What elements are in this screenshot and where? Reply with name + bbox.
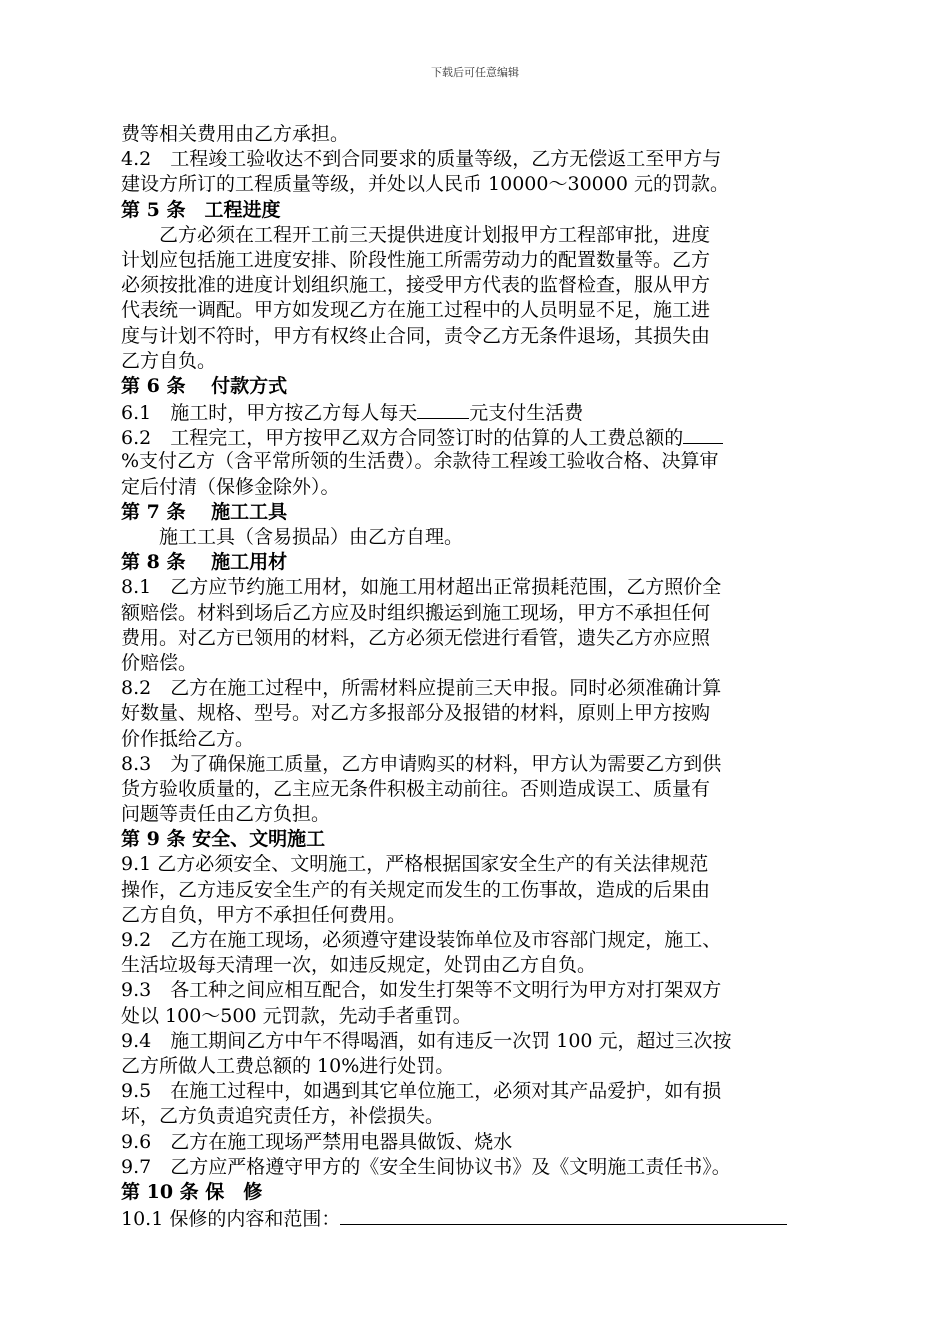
section-heading-7: 第 7 条 施工工具 bbox=[121, 500, 288, 523]
paragraph-line: 处以 100～500 元罚款，先动手者重罚。 bbox=[121, 1004, 472, 1027]
clause-4-2: 4.2 工程竣工验收达不到合同要求的质量等级，乙方无偿返工至甲方与 bbox=[121, 148, 722, 171]
section-heading-9: 第 9 条 安全、文明施工 bbox=[121, 828, 326, 851]
clause-9-4: 9.4 施工期间乙方中午不得喝酒，如有违反一次罚 100 元，超过三次按 bbox=[121, 1029, 732, 1052]
page-header: 下载后可任意编辑 bbox=[431, 66, 519, 79]
clause-9-6: 9.6 乙方在施工现场严禁用电器具做饭、烧水 bbox=[121, 1130, 513, 1153]
clause-6-1-text-end: 元支付生活费 bbox=[469, 402, 584, 425]
section-heading-10: 第 10 条 保 修 bbox=[121, 1180, 263, 1203]
fill-blank-warranty-scope[interactable] bbox=[340, 1205, 787, 1225]
clause-6-1 bbox=[121, 399, 833, 424]
paragraph-line: 费等相关费用由乙方承担。 bbox=[121, 123, 350, 145]
paragraph-line: 乙方自负，甲方不承担任何费用。 bbox=[121, 903, 407, 926]
paragraph-line: 价作抵给乙方。 bbox=[121, 727, 255, 750]
paragraph-line: 费用。对乙方已领用的材料，乙方必须无偿进行看管，遗失乙方亦应照 bbox=[121, 626, 711, 649]
section-heading-8: 第 8 条 施工用材 bbox=[121, 551, 288, 574]
clause-9-2: 9.2 乙方在施工现场，必须遵守建设装饰单位及市容部门规定，施工、 bbox=[121, 929, 722, 951]
clause-8-3: 8.3 为了确保施工质量，乙方申请购买的材料，甲方认为需要乙方到供 bbox=[121, 752, 722, 775]
paragraph-line: 必须按批准的进度计划组织施工，接受甲方代表的监督检查，服从甲方 bbox=[121, 274, 711, 297]
paragraph-line: 货方验收质量的，乙主应无条件积极主动前往。否则造成误工、质量有 bbox=[121, 777, 711, 800]
paragraph-line: 坏，乙方负责追究责任方，补偿损失。 bbox=[121, 1105, 445, 1128]
paragraph-line: 建设方所订的工程质量等级，并处以人民币 10000～30000 元的罚款。 bbox=[121, 173, 729, 196]
paragraph-line: 代表统一调配。甲方如发现乙方在施工过程中的人员明显不足，施工进 bbox=[121, 299, 711, 322]
paragraph-line: 度与计划不符时，甲方有权终止合同，责令乙方无条件退场，其损失由 bbox=[121, 324, 711, 347]
clause-10-1 bbox=[121, 1205, 833, 1230]
clause-9-5: 9.5 在施工过程中，如遇到其它单位施工，必须对其产品爱护，如有损 bbox=[121, 1080, 722, 1103]
paragraph-line: %支付乙方（含平常所领的生活费）。余款待工程竣工验收合格、决算审 bbox=[121, 450, 719, 473]
paragraph-line: 施工工具（含易损品）由乙方自理。 bbox=[121, 526, 464, 548]
clause-9-7: 9.7 乙方应严格遵守甲方的《安全生间协议书》及《文明施工责任书》。 bbox=[121, 1155, 731, 1178]
section-heading-6: 第 6 条 付款方式 bbox=[121, 374, 288, 397]
fill-blank-percentage[interactable] bbox=[683, 424, 723, 444]
paragraph-line: 乙方必须在工程开工前三天提供进度计划报甲方工程部审批，进度 bbox=[121, 223, 711, 246]
clause-8-2: 8.2 乙方在施工过程中，所需材料应提前三天申报。同时必须准确计算 bbox=[121, 677, 722, 700]
clause-10-1-text: 10.1 保修的内容和范围： bbox=[121, 1208, 341, 1231]
paragraph-line: 价赔偿。 bbox=[121, 651, 198, 674]
paragraph-line: 问题等责任由乙方负担。 bbox=[121, 803, 331, 826]
clause-9-1: 9.1 乙方必须安全、文明施工，严格根据国家安全生产的有关法律规范 bbox=[121, 853, 709, 876]
paragraph-line: 好数量、规格、型号。对乙方多报部分及报错的材料，原则上甲方按购 bbox=[121, 702, 711, 725]
clause-9-3: 9.3 各工种之间应相互配合，如发生打架等不文明行为甲方对打架双方 bbox=[121, 979, 722, 1002]
paragraph-line: 计划应包括施工进度安排、阶段性施工所需劳动力的配置数量等。乙方 bbox=[121, 248, 711, 271]
paragraph-line: 生活垃圾每天清理一次，如违反规定，处罚由乙方自负。 bbox=[121, 954, 597, 977]
clause-6-2-text: 6.2 工程完工，甲方按甲乙双方合同签订时的估算的人工费总额的 bbox=[121, 427, 684, 450]
contract-body bbox=[121, 122, 833, 1230]
paragraph-line: 乙方自负。 bbox=[121, 349, 217, 372]
paragraph-line: 额赔偿。材料到场后乙方应及时组织搬运到施工现场，甲方不承担任何 bbox=[121, 601, 711, 624]
paragraph-line: 定后付清（保修金除外）。 bbox=[121, 475, 340, 498]
clause-6-1-text: 6.1 施工时，甲方按乙方每人每天 bbox=[121, 402, 418, 425]
paragraph-line: 乙方所做人工费总额的 10%进行处罚。 bbox=[121, 1054, 455, 1077]
paragraph-line: 操作，乙方违反安全生产的有关规定而发生的工伤事故，造成的后果由 bbox=[121, 878, 711, 901]
section-heading-5: 第 5 条 工程进度 bbox=[121, 198, 281, 221]
fill-blank-daily-allowance[interactable] bbox=[417, 399, 469, 419]
clause-6-2 bbox=[121, 424, 833, 449]
clause-8-1: 8.1 乙方应节约施工用材，如施工用材超出正常损耗范围，乙方照价全 bbox=[121, 576, 722, 599]
